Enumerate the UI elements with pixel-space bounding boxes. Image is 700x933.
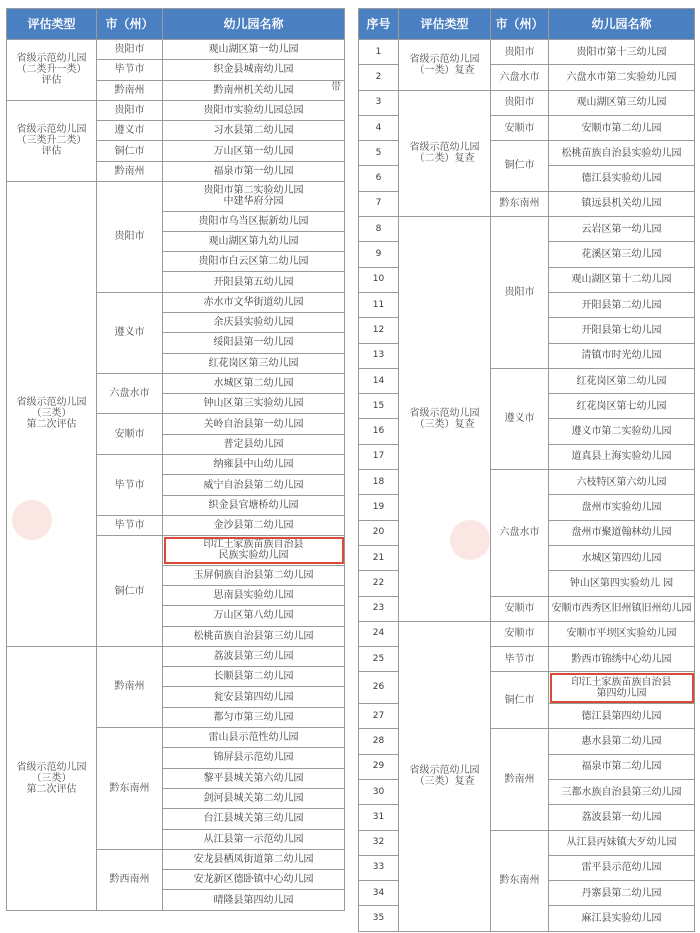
school-name-cell: 余庆县实验幼儿园 <box>163 312 345 332</box>
school-name-cell: 安龙新区德卧镇中心幼儿园 <box>163 870 345 890</box>
school-name-cell: 水城区第四幼儿园 <box>549 545 695 570</box>
school-name-cell: 黎平县城关第六幼儿园 <box>163 768 345 788</box>
city-cell: 毕节市 <box>97 515 163 535</box>
school-name-cell: 瓮安县第四幼儿园 <box>163 687 345 707</box>
school-name-cell: 镇远县机关幼儿园 <box>549 191 695 216</box>
school-name-cell: 观山湖区第十二幼儿园 <box>549 267 695 292</box>
school-name-cell: 印江土家族苗族自治县 第四幼儿园 <box>549 672 695 704</box>
seq-cell: 23 <box>359 596 399 621</box>
school-name-cell: 万山区第一幼儿园 <box>163 141 345 161</box>
seq-cell: 13 <box>359 343 399 368</box>
eval-type-cell: 省级示范幼儿园 （二类升一类） 评估 <box>7 40 97 101</box>
school-name-cell: 荔波县第一幼儿园 <box>549 805 695 830</box>
school-name-cell: 贵阳市第十三幼儿园 <box>549 40 695 65</box>
school-name-cell: 雷山县示范性幼儿园 <box>163 728 345 748</box>
city-cell: 安顺市 <box>491 596 549 621</box>
eval-type-cell: 省级示范幼儿园 （二类）复查 <box>399 90 491 216</box>
left-table-body <box>7 40 345 911</box>
school-name-cell: 安龙县栖凤街道第二幼儿园 <box>163 849 345 869</box>
school-name-cell: 普定县幼儿园 <box>163 434 345 454</box>
seq-cell: 15 <box>359 394 399 419</box>
school-name-cell: 习水县第二幼儿园 <box>163 121 345 141</box>
city-cell: 安顺市 <box>97 414 163 455</box>
school-name-cell: 钟山区第四实验幼儿 园 <box>549 571 695 596</box>
seq-cell: 16 <box>359 419 399 444</box>
school-name-cell: 思南县实验幼儿园 <box>163 585 345 605</box>
school-name-cell: 贵阳市白云区第二幼儿园 <box>163 252 345 272</box>
table-row <box>359 40 695 65</box>
left-header-city: 市（州） <box>97 9 163 40</box>
seq-cell: 17 <box>359 444 399 469</box>
school-name-cell: 雷平县示范幼儿园 <box>549 855 695 880</box>
school-name-cell: 荔波县第三幼儿园 <box>163 646 345 666</box>
city-cell: 贵阳市 <box>491 90 549 115</box>
seq-cell: 8 <box>359 217 399 242</box>
table-row <box>359 621 695 646</box>
school-name-cell: 花溪区第三幼儿园 <box>549 242 695 267</box>
right-header-school: 幼儿园名称 <box>549 9 695 40</box>
school-name-cell: 剑河县城关第二幼儿园 <box>163 788 345 808</box>
seq-cell: 9 <box>359 242 399 267</box>
seq-cell: 33 <box>359 855 399 880</box>
seq-cell: 20 <box>359 520 399 545</box>
school-name-cell: 水城区第二幼儿园 <box>163 373 345 393</box>
table-row <box>7 100 345 120</box>
school-name-cell: 晴隆县第四幼儿园 <box>163 890 345 910</box>
table-row <box>7 646 345 666</box>
school-name-cell: 长顺县第二幼儿园 <box>163 667 345 687</box>
school-name-cell: 松桃苗族自治县第三幼儿园 <box>163 626 345 646</box>
seq-cell: 31 <box>359 805 399 830</box>
eval-type-cell: 省级示范幼儿园 （三类）复查 <box>399 621 491 931</box>
seq-cell: 5 <box>359 141 399 166</box>
seq-cell: 12 <box>359 318 399 343</box>
school-name-cell: 贵阳市实验幼儿园总园 <box>163 100 345 120</box>
school-name-cell: 安顺市平坝区实验幼儿园 <box>549 621 695 646</box>
school-name-cell: 观山湖区第一幼儿园 <box>163 40 345 60</box>
city-cell: 遵义市 <box>97 292 163 373</box>
city-cell: 黔东南州 <box>491 191 549 216</box>
school-name-cell: 钟山区第三实验幼儿园 <box>163 394 345 414</box>
seq-cell: 3 <box>359 90 399 115</box>
city-cell: 安顺市 <box>491 115 549 140</box>
left-header-school: 幼儿园名称 <box>163 9 345 40</box>
seq-cell: 6 <box>359 166 399 191</box>
school-name-cell: 三都水族自治县第三幼儿园 <box>549 779 695 804</box>
seq-cell: 2 <box>359 65 399 90</box>
right-table <box>358 8 695 932</box>
city-cell: 黔南州 <box>491 729 549 830</box>
school-name-cell: 红花岗区第七幼儿园 <box>549 394 695 419</box>
eval-type-cell: 省级示范幼儿园 （一类）复查 <box>399 40 491 91</box>
right-header-city: 市（州） <box>491 9 549 40</box>
right-table-body <box>359 40 695 932</box>
school-name-cell: 纳雍县中山幼儿园 <box>163 455 345 475</box>
left-table <box>6 8 345 911</box>
school-name-cell: 盘州市聚道翰林幼儿园 <box>549 520 695 545</box>
city-cell: 黔西南州 <box>97 849 163 910</box>
side-note: 带 <box>331 82 341 93</box>
school-name-cell: 金沙县第二幼儿园 <box>163 515 345 535</box>
school-name-cell: 德江县第四幼儿园 <box>549 704 695 729</box>
seq-cell: 21 <box>359 545 399 570</box>
city-cell: 六盘水市 <box>97 373 163 414</box>
city-cell: 毕节市 <box>97 60 163 80</box>
city-cell: 黔东南州 <box>97 728 163 850</box>
school-name-cell: 织金县官塘桥幼儿园 <box>163 495 345 515</box>
school-name-cell: 红花岗区第二幼儿园 <box>549 368 695 393</box>
school-name-cell: 绥阳县第一幼儿园 <box>163 333 345 353</box>
school-name-cell: 遵义市第二实验幼儿园 <box>549 419 695 444</box>
eval-type-cell: 省级示范幼儿园 （三类） 第二次评估 <box>7 182 97 647</box>
school-name-cell: 贵阳市乌当区振新幼儿园 <box>163 211 345 231</box>
right-header-seq: 序号 <box>359 9 399 40</box>
school-name-cell: 云岩区第一幼儿园 <box>549 217 695 242</box>
seq-cell: 18 <box>359 470 399 495</box>
city-cell: 遵义市 <box>97 121 163 141</box>
school-name-cell: 台江县城关第三幼儿园 <box>163 809 345 829</box>
school-name-cell: 都匀市第三幼儿园 <box>163 707 345 727</box>
school-name-cell: 观山湖区第九幼儿园 <box>163 231 345 251</box>
school-name-cell: 麻江县实验幼儿园 <box>549 906 695 931</box>
school-name-cell: 安顺市西秀区旧州镇旧州幼儿园 <box>549 596 695 621</box>
city-cell: 贵阳市 <box>97 40 163 60</box>
city-cell: 铜仁市 <box>97 536 163 647</box>
school-name-cell: 道真县上海实验幼儿园 <box>549 444 695 469</box>
school-name-cell: 织金县城南幼儿园 <box>163 60 345 80</box>
city-cell: 黔南州 <box>97 646 163 727</box>
school-name-cell: 福泉市第一幼儿园 <box>163 161 345 181</box>
school-name-cell: 开阳县第七幼儿园 <box>549 318 695 343</box>
school-name-cell: 从江县丙妹镇大歹幼儿园 <box>549 830 695 855</box>
city-cell: 黔南州 <box>97 80 163 100</box>
school-name-cell: 贵阳市第二实验幼儿园 中建华府分园 <box>163 182 345 211</box>
city-cell: 贵阳市 <box>491 40 549 65</box>
school-name-cell: 赤水市文华街道幼儿园 <box>163 292 345 312</box>
school-name-cell: 安顺市第二幼儿园 <box>549 115 695 140</box>
eval-type-cell: 省级示范幼儿园 （三类） 第二次评估 <box>7 646 97 910</box>
school-name-cell: 德江县实验幼儿园 <box>549 166 695 191</box>
school-name-cell: 印江土家族苗族自治县 民族实验幼儿园 <box>163 536 345 565</box>
city-cell: 遵义市 <box>491 368 549 469</box>
watermark-logo <box>450 520 490 560</box>
city-cell: 铜仁市 <box>491 141 549 192</box>
school-name-cell: 黔南州机关幼儿园 <box>163 80 345 100</box>
left-header-row <box>7 9 345 40</box>
school-name-cell: 福泉市第二幼儿园 <box>549 754 695 779</box>
seq-cell: 24 <box>359 621 399 646</box>
seq-cell: 7 <box>359 191 399 216</box>
school-name-cell: 盘州市实验幼儿园 <box>549 495 695 520</box>
city-cell: 安顺市 <box>491 621 549 646</box>
school-name-cell: 清镇市时光幼儿园 <box>549 343 695 368</box>
seq-cell: 1 <box>359 40 399 65</box>
school-name-cell: 万山区第八幼儿园 <box>163 606 345 626</box>
seq-cell: 11 <box>359 292 399 317</box>
school-name-cell: 黔西市锦绣中心幼儿园 <box>549 647 695 672</box>
school-name-cell: 六盘水市第二实验幼儿园 <box>549 65 695 90</box>
table-row <box>359 217 695 242</box>
seq-cell: 32 <box>359 830 399 855</box>
eval-type-cell: 省级示范幼儿园 （三类）复查 <box>399 217 491 622</box>
table-row <box>7 40 345 60</box>
school-name-cell: 丹寨县第二幼儿园 <box>549 881 695 906</box>
city-cell: 贵阳市 <box>491 217 549 369</box>
seq-cell: 14 <box>359 368 399 393</box>
seq-cell: 34 <box>359 881 399 906</box>
seq-cell: 28 <box>359 729 399 754</box>
city-cell: 六盘水市 <box>491 470 549 596</box>
school-name-cell: 锦屏县示范幼儿园 <box>163 748 345 768</box>
school-name-cell: 玉屏侗族自治县第二幼儿园 <box>163 565 345 585</box>
right-header-type: 评估类型 <box>399 9 491 40</box>
seq-cell: 29 <box>359 754 399 779</box>
city-cell: 黔南州 <box>97 161 163 181</box>
city-cell: 黔东南州 <box>491 830 549 931</box>
seq-cell: 35 <box>359 906 399 931</box>
seq-cell: 19 <box>359 495 399 520</box>
city-cell: 贵阳市 <box>97 182 163 293</box>
seq-cell: 25 <box>359 647 399 672</box>
school-name-cell: 威宁自治县第二幼儿园 <box>163 475 345 495</box>
seq-cell: 27 <box>359 704 399 729</box>
eval-type-cell: 省级示范幼儿园 （三类升二类） 评估 <box>7 100 97 181</box>
city-cell: 贵阳市 <box>97 100 163 120</box>
school-name-cell: 关岭自治县第一幼儿园 <box>163 414 345 434</box>
city-cell: 铜仁市 <box>97 141 163 161</box>
seq-cell: 30 <box>359 779 399 804</box>
school-name-cell: 惠水县第二幼儿园 <box>549 729 695 754</box>
seq-cell: 4 <box>359 115 399 140</box>
school-name-cell: 从江县第一示范幼儿园 <box>163 829 345 849</box>
seq-cell: 10 <box>359 267 399 292</box>
city-cell: 铜仁市 <box>491 672 549 729</box>
school-name-cell: 开阳县第二幼儿园 <box>549 292 695 317</box>
city-cell: 毕节市 <box>97 455 163 516</box>
school-name-cell: 松桃苗族自治县实验幼儿园 <box>549 141 695 166</box>
table-row <box>359 90 695 115</box>
seq-cell: 22 <box>359 571 399 596</box>
school-name-cell: 六枝特区第六幼儿园 <box>549 470 695 495</box>
right-header-row <box>359 9 695 40</box>
table-row <box>7 182 345 211</box>
watermark-logo <box>12 500 52 540</box>
seq-cell: 26 <box>359 672 399 704</box>
school-name-cell: 红花岗区第三幼儿园 <box>163 353 345 373</box>
left-header-type: 评估类型 <box>7 9 97 40</box>
city-cell: 毕节市 <box>491 647 549 672</box>
school-name-cell: 观山湖区第三幼儿园 <box>549 90 695 115</box>
school-name-cell: 开阳县第五幼儿园 <box>163 272 345 292</box>
city-cell: 六盘水市 <box>491 65 549 90</box>
